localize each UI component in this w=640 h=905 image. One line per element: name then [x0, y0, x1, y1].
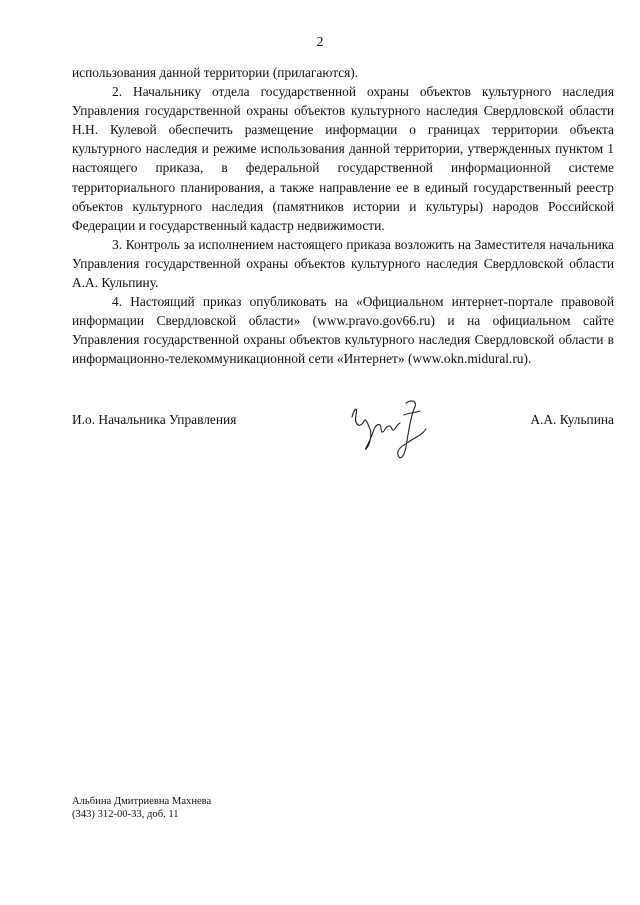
- paragraph-item-4: 4. Настоящий приказ опубликовать на «Официальном интернет-портале правовой информации Свердловской области» (www.pravo.gov66.ru) и на официальном сайте Управления государственной охраны объектов культурного наследия Свердловской области в информационно-телекоммуникационной сети «Интернет» (www.okn.midural.ru).: [72, 294, 614, 367]
- signatory-name: А.А. Кульпина: [530, 412, 614, 427]
- contact-phone: (343) 312-00-33, доб. 11: [72, 809, 179, 820]
- contact-info: [72, 795, 211, 821]
- paragraph-item-2: 2. Начальнику отдела государственной охраны объектов культурного наследия Управления государственной охраны объектов культурного наследия Свердловской области Н.Н. Кулевой обеспечить размещение информации о границах территории объекта культурного наследия и режиме использования данной территории, утвержденных пунктом 1 настоящего приказа, в федеральной государственной информационной системе территориального планирования, а также направление ее в единый государственный реестр объектов культурного наследия (памятников истории и культуры) народов Российской Федерации и государственный кадастр недвижимости.: [72, 84, 614, 233]
- document-body: [72, 63, 614, 369]
- handwritten-signature: [346, 395, 436, 465]
- contact-person: Альбина Дмитриевна Махнева: [72, 796, 212, 807]
- page-number: 2: [316, 35, 324, 50]
- signatory-title: И.о. Начальника Управления: [72, 412, 237, 427]
- paragraph-item-3: 3. Контроль за исполнением настоящего приказа возложить на Заместителя начальника Управления государственной охраны объектов культурного наследия Свердловской области А.А. Кульпину.: [72, 236, 614, 291]
- paragraph-continuation: использования данной территории (прилагаются).: [72, 65, 359, 80]
- signature-block: [72, 412, 614, 432]
